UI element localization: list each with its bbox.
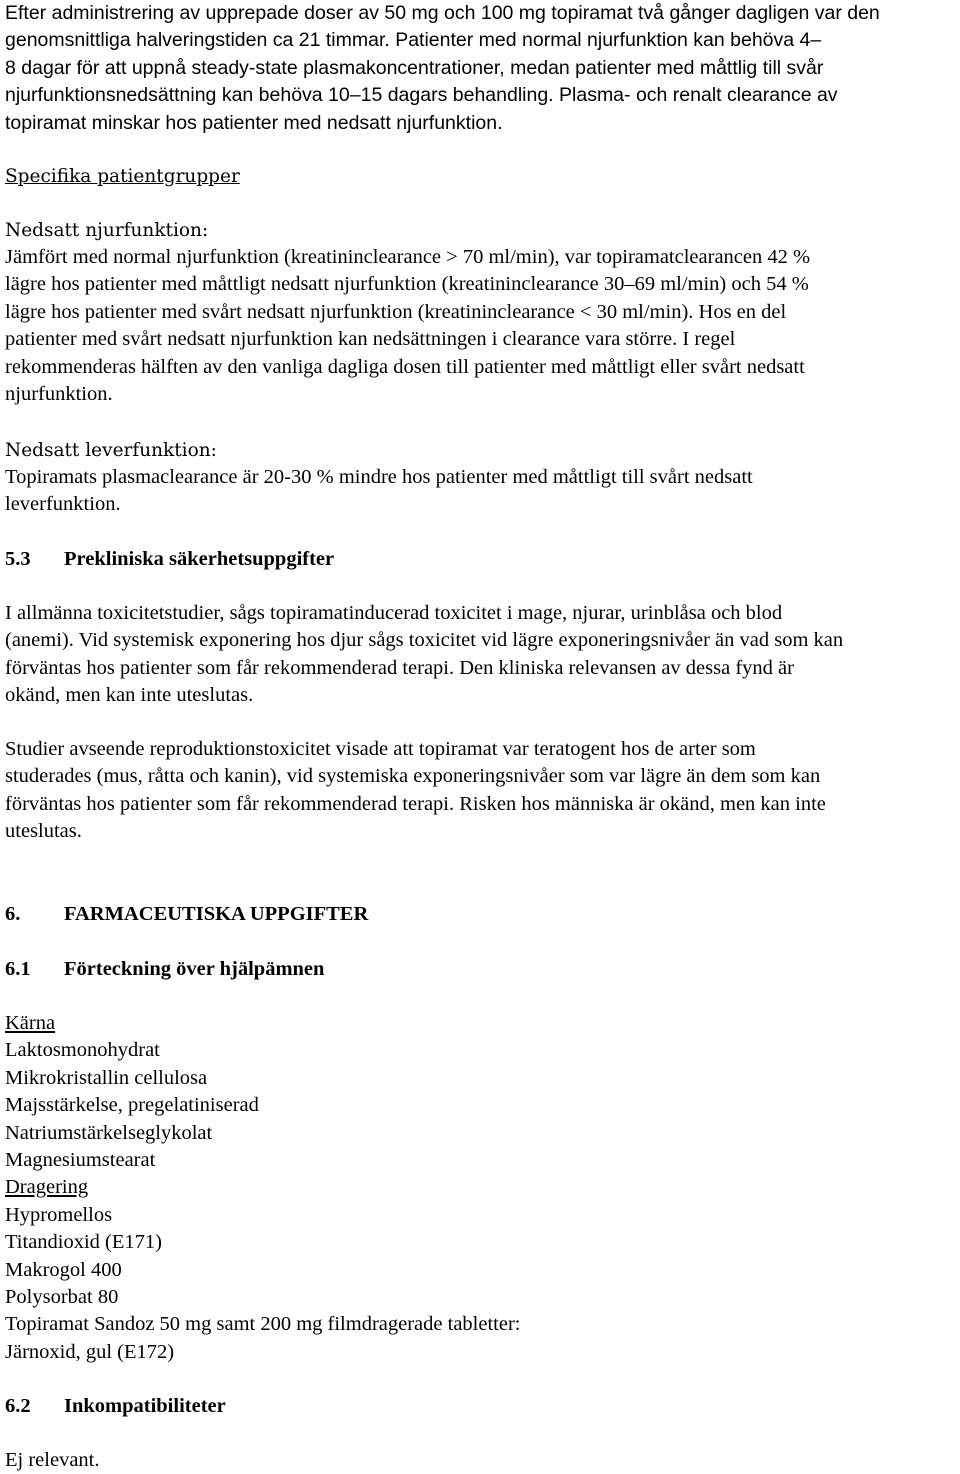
special-groups-heading: Specifika patientgrupper [5,166,240,187]
text-line: rekommenderas hälften av den vanliga dagliga dosen till patienter med måttligt eller svårt nedsatt [5,355,805,378]
text-line: Efter administrering av upprepade doser av 50 mg och 100 mg topiramat två gånger dagligen var den [5,2,880,24]
text-line: topiramat minskar hos patienter med nedsatt njurfunktion. [5,111,503,134]
list-item: Polysorbat 80 [5,1286,119,1309]
section-6-2-heading [5,1393,957,1420]
section-title: Förteckning över hjälpämnen [64,958,325,980]
section-6-heading [5,901,957,928]
incompatibilities-text: Ej relevant. [5,1449,100,1471]
section-title: FARMACEUTISKA UPPGIFTER [64,903,369,925]
text-line: uteslutas. [5,820,82,843]
text-line: genomsnittliga halveringstiden ca 21 timmar. Patienter med normal njurfunktion kan behöva 4– [5,29,822,52]
text-line: Studier avseende reproduktionstoxicitet visade att topiramat var teratogent hos de arter som [5,738,756,760]
list-item: Magnesiumstearat [5,1149,156,1172]
list-item: Mikrokristallin cellulosa [5,1066,208,1089]
text-line: njurfunktionsnedsättning kan behöva 10–15 dagars behandling. Plasma- och renalt clearance av [5,84,838,107]
text-line: förväntas hos patienter som får rekommenderad terapi. Den kliniska relevansen av dessa fynd är [5,656,794,679]
section-title: Prekliniska säkerhetsuppgifter [64,548,335,570]
preclinical-paragraph-1 [5,600,957,710]
excipients-list [5,1010,957,1366]
list-item: Järnoxid, gul (E172) [5,1340,175,1363]
list-item: Titandioxid (E171) [5,1231,162,1254]
text-line: I allmänna toxicitetstudier, sågs topiramatinducerad toxicitet i mage, njurar, urinblåsa och blod [5,602,783,624]
text-line: Topiramats plasmaclearance är 20-30 % mindre hos patienter med måttligt till svårt nedsatt [5,466,753,488]
text-line: förväntas hos patienter som får rekommenderad terapi. Risken hos människa är okänd, men kan inte [5,792,826,815]
list-item: Natriumstärkelseglykolat [5,1121,213,1144]
text-line: njurfunktion. [5,383,113,406]
hepatic-impairment-text [5,464,957,519]
section-number: 6. [5,903,21,925]
list-item: Hypromellos [5,1203,113,1226]
text-line: leverfunktion. [5,493,121,516]
text-line: lägre hos patienter med svårt nedsatt njurfunktion (kreatininclearance < 30 ml/min). Hos en del [5,300,787,323]
text-line: okänd, men kan inte uteslutas. [5,684,254,707]
hepatic-impairment-label: Nedsatt leverfunktion: [5,440,217,461]
renal-impairment-text [5,244,957,408]
preclinical-paragraph-2 [5,736,957,846]
list-item: Topiramat Sandoz 50 mg samt 200 mg filmdragerade tabletter: [5,1313,521,1336]
coating-heading: Dragering [5,1176,89,1199]
renal-impairment-label: Nedsatt njurfunktion: [5,220,209,241]
text-line: studerades (mus, råtta och kanin), vid systemiska exponeringsnivåer som var lägre än dem som kan [5,765,821,788]
text-line: 8 dagar för att uppnå steady-state plasmakoncentrationer, medan patienter med måttlig till svår [5,56,824,79]
section-number: 6.1 [5,958,31,980]
text-line: lägre hos patienter med måttligt nedsatt njurfunktion (kreatininclearance 30–69 ml/min) och 54 % [5,273,809,296]
text-line: (anemi). Vid systemisk exponering hos djur sågs toxicitet vid lägre exponeringsnivåer än vad som kan [5,629,844,652]
section-5-3-heading [5,546,957,573]
section-number: 6.2 [5,1395,31,1417]
list-item: Laktosmonohydrat [5,1039,160,1062]
list-item: Makrogol 400 [5,1258,122,1281]
text-line: Jämfört med normal njurfunktion (kreatininclearance > 70 ml/min), var topiramatclearancen 42 % [5,246,811,268]
text-line: patienter med svårt nedsatt njurfunktion kan nedsättningen i clearance vara större. I regel [5,328,736,351]
section-6-1-heading [5,956,957,983]
section-number: 5.3 [5,548,31,570]
section-title: Inkompatibiliteter [64,1395,226,1417]
core-heading: Kärna [5,1012,56,1034]
list-item: Majsstärkelse, pregelatiniserad [5,1094,259,1117]
pharmacokinetics-paragraph [5,0,957,137]
